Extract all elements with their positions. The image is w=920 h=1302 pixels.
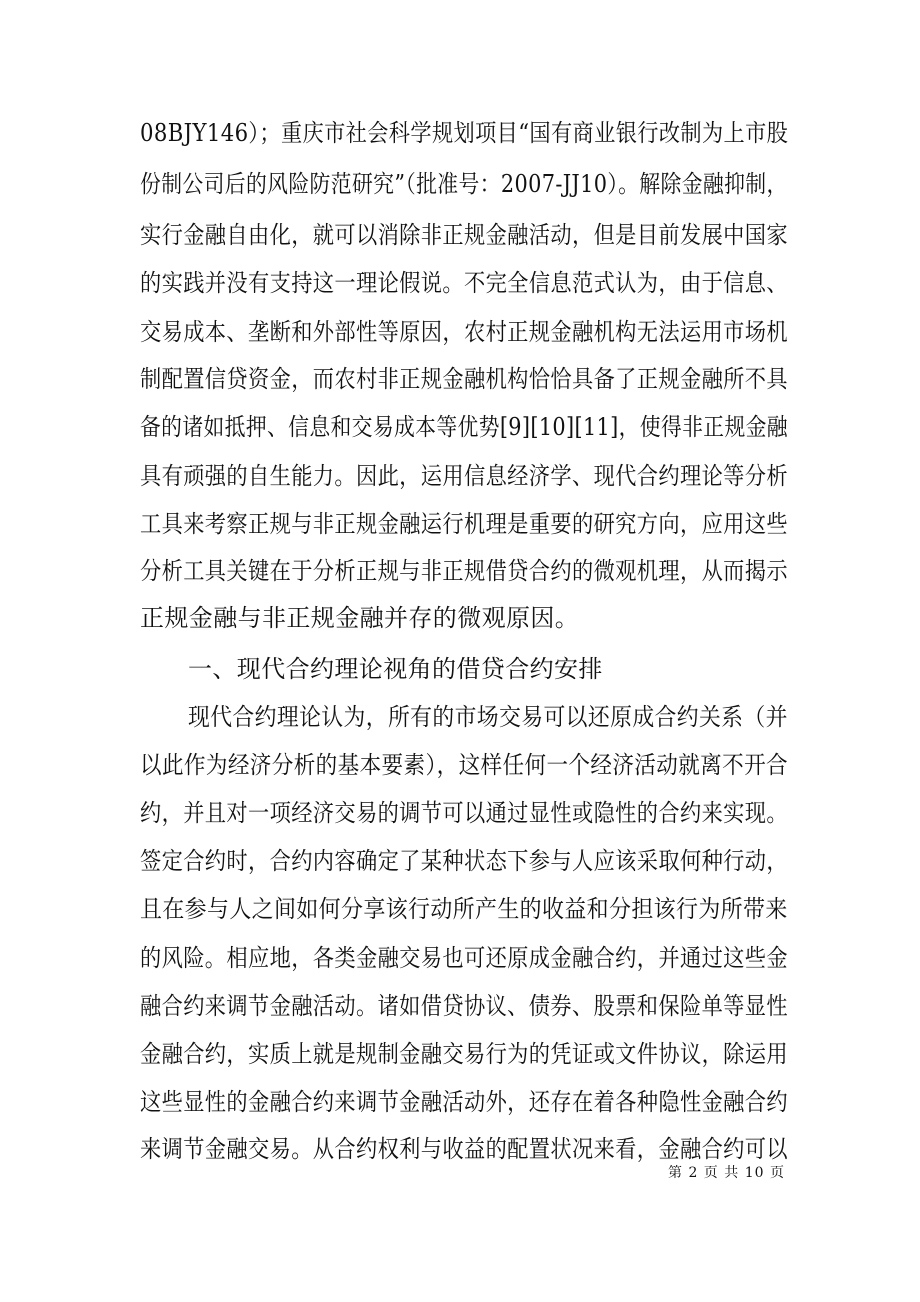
- text-line: 且在参与人之间如何分享该行动所产生的收益和分担该行为所带来: [140, 895, 788, 923]
- text-line: 的实践并没有支持这一理论假说。不完全信息范式认为，由于信息、: [140, 269, 788, 297]
- text-line: 融合约来调节金融活动。诸如借贷协议、债券、股票和保险单等显性: [140, 992, 788, 1020]
- text-line: 现代合约理论认为，所有的市场交易可以还原成合约关系（并: [188, 703, 788, 731]
- text-line: 份制公司后的风险防范研究”（批准号：2007-JJ10）。解除金融抑制，: [140, 170, 788, 198]
- text-line: 以此作为经济分析的基本要素），这样任何一个经济活动就离不开合: [140, 751, 788, 779]
- text-line: 正规金融与非正规金融并存的微观原因。: [140, 604, 580, 632]
- section-heading: 一、现代合约理论视角的借贷合约安排: [188, 655, 603, 683]
- page-number-footer: 第 2 页 共 10 页: [668, 1165, 785, 1181]
- text-line: 实行金融自由化，就可以消除非正规金融活动，但是目前发展中国家: [140, 221, 788, 249]
- text-line: 的风险。相应地，各类金融交易也可还原成金融合约，并通过这些金: [140, 944, 788, 972]
- text-line: 制配置信贷资金，而农村非正规金融机构恰恰具备了正规金融所不具: [140, 365, 788, 393]
- text-line: 分析工具关键在于分析正规与非正规借贷合约的微观机理，从而揭示: [140, 557, 788, 585]
- text-line: 来调节金融交易。从合约权利与收益的配置状况来看，金融合约可以: [140, 1135, 788, 1163]
- text-line: 金融合约，实质上就是规制金融交易行为的凭证或文件协议，除运用: [140, 1040, 788, 1068]
- text-line: 交易成本、垄断和外部性等原因，农村正规金融机构无法运用市场机: [140, 318, 788, 346]
- text-line: 具有顽强的自生能力。因此，运用信息经济学、现代合约理论等分析: [140, 462, 788, 490]
- text-line: 签定合约时，合约内容确定了某种状态下参与人应该采取何种行动，: [140, 847, 788, 875]
- text-line: 这些显性的金融合约来调节金融活动外，还存在着各种隐性金融合约: [140, 1088, 788, 1116]
- text-line: 备的诸如抵押、信息和交易成本等优势[9][10][11]，使得非正规金融: [140, 413, 788, 441]
- text-line: 08BJY146）；重庆市社会科学规划项目“国有商业银行改制为上市股: [140, 119, 789, 147]
- text-line: 工具来考察正规与非正规金融运行机理是重要的研究方向，应用这些: [140, 510, 788, 538]
- text-line: 约，并且对一项经济交易的调节可以通过显性或隐性的合约来实现。: [140, 799, 788, 827]
